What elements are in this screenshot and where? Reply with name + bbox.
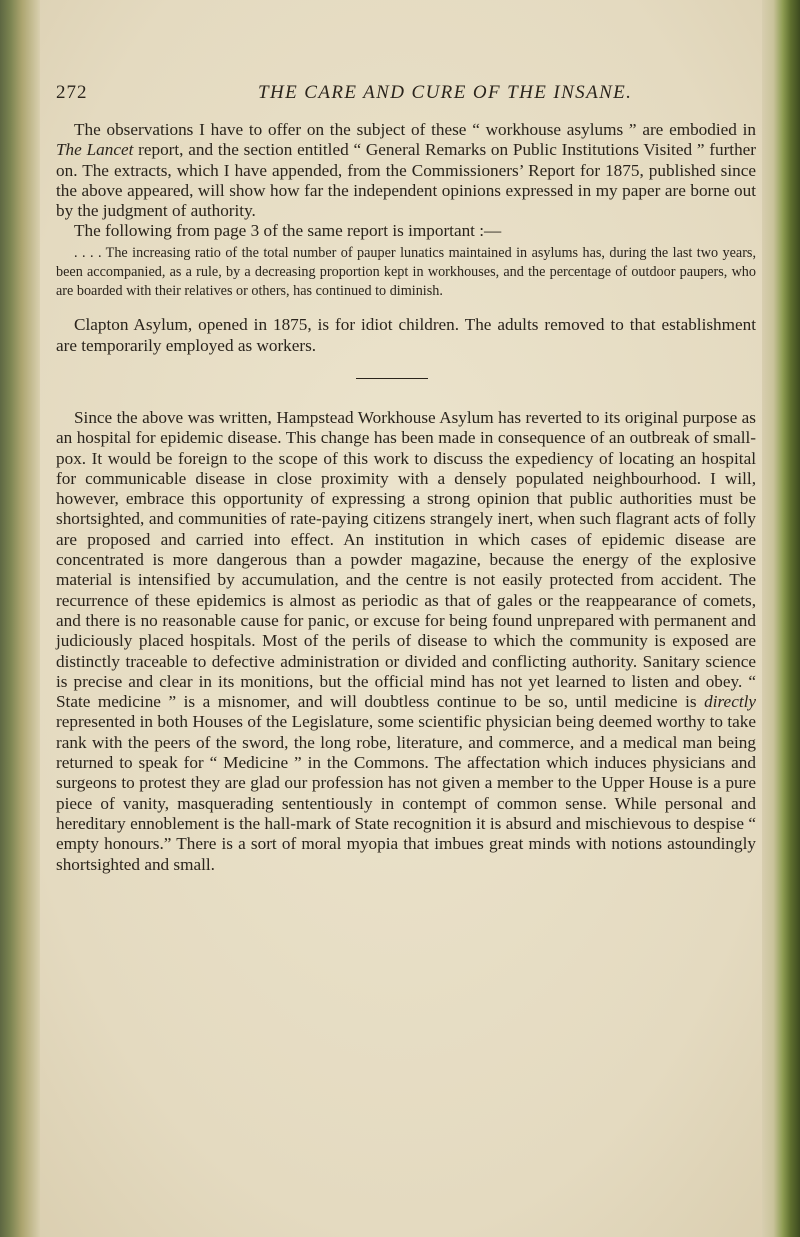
directly-emphasis: directly xyxy=(704,692,756,712)
paragraph-1-text-b: report, and the section entitled “ General Remarks on Public Institutions Visited ” further on. The extracts, which I have appended, from the Commissioners’ Report for 1875, published since the above appeared, will show how far the independent opinions expressed in my paper are borne out by the judgment of authority. xyxy=(56,140,757,221)
section-divider xyxy=(56,356,756,408)
block-quote: . . . . The increasing ratio of the total number of pauper lunatics maintained in asylums has, during the last two years, been accompanied, as a rule, by a decreasing proportion kept in workhouses, and the percentage of outdoor paupers, who are boarded with their relatives or others, has continued to diminish. xyxy=(56,244,756,300)
lancet-title: The Lancet xyxy=(56,140,134,160)
paragraph-2: The following from page 3 of the same report is important :— xyxy=(74,221,502,241)
body-text xyxy=(56,120,756,875)
paragraph-4-text-b: represented in both Houses of the Legislature, some scientific physician being deemed worthy to take rank with the peers of the sword, the long robe, literature, and commerce, and a medical man being returned to speak for “ Medicine ” in the Commons. The affectation which induces physicians and surgeons to protest they are glad our profession has not given a member to the Upper House is a pure piece of vanity, masquerading sententiously in contempt of common sense. While personal and hereditary ennoblement is the hall-mark of State recognition it is absurd and mischievous to despise “ empty honours.” There is a sort of moral myopia that imbues great minds with notions astoundingly shortsighted and small. xyxy=(56,712,756,874)
paragraph-3: Clapton Asylum, opened in 1875, is for idiot children. The adults removed to that establishment are temporarily employed as workers. xyxy=(56,315,756,355)
paragraph-4-text-a: Since the above was written, Hampstead Workhouse Asylum has reverted to its original purpose as an hospital for epidemic disease. This change has been made in consequence of an outbreak of small-pox. It would be foreign to the scope of this work to discuss the expediency of locating an hospital for communicable disease in close proximity with a densely populated neighbourhood. I will, however, embrace this opportunity of expressing a strong opinion that public authorities must be shortsighted, and communities of rate-paying citizens strangely inert, when such flagrant acts of folly are proposed and carried into effect. An institution in which cases of epidemic disease are concentrated is more dangerous than a powder magazine, because the energy of the explosive material is intensified by accumulation, and the centre is not easily protected from accident. The recurrence of these epidemics is almost as periodic as that of gales or the reappearance of comets, and there is no reasonable cause for panic, or excuse for being found unprepared with permanent and judiciously placed hospitals. Most of the perils of disease to which the community is exposed are distinctly traceable to defective administration or divided and conflicting authority. Sanitary science is precise and clear in its monitions, but the official mind has not yet learned to listen and obey. “ State medicine ” is a misnomer, and will doubtless continue to be so, until medicine is xyxy=(56,407,756,712)
paragraph-1 xyxy=(56,120,756,221)
page-gutter xyxy=(0,0,40,1237)
page-number: 272 xyxy=(56,82,88,103)
paragraph-4 xyxy=(56,408,756,875)
divider-rule xyxy=(356,378,428,379)
spacer xyxy=(56,301,756,315)
running-title: THE CARE AND CURE OF THE INSANE. xyxy=(258,82,633,103)
page-edge xyxy=(762,0,800,1237)
page-header xyxy=(56,82,716,112)
paragraph-1-text-a: The observations I have to offer on the subject of these “ workhouse asylums ” are embodied in xyxy=(74,120,756,139)
